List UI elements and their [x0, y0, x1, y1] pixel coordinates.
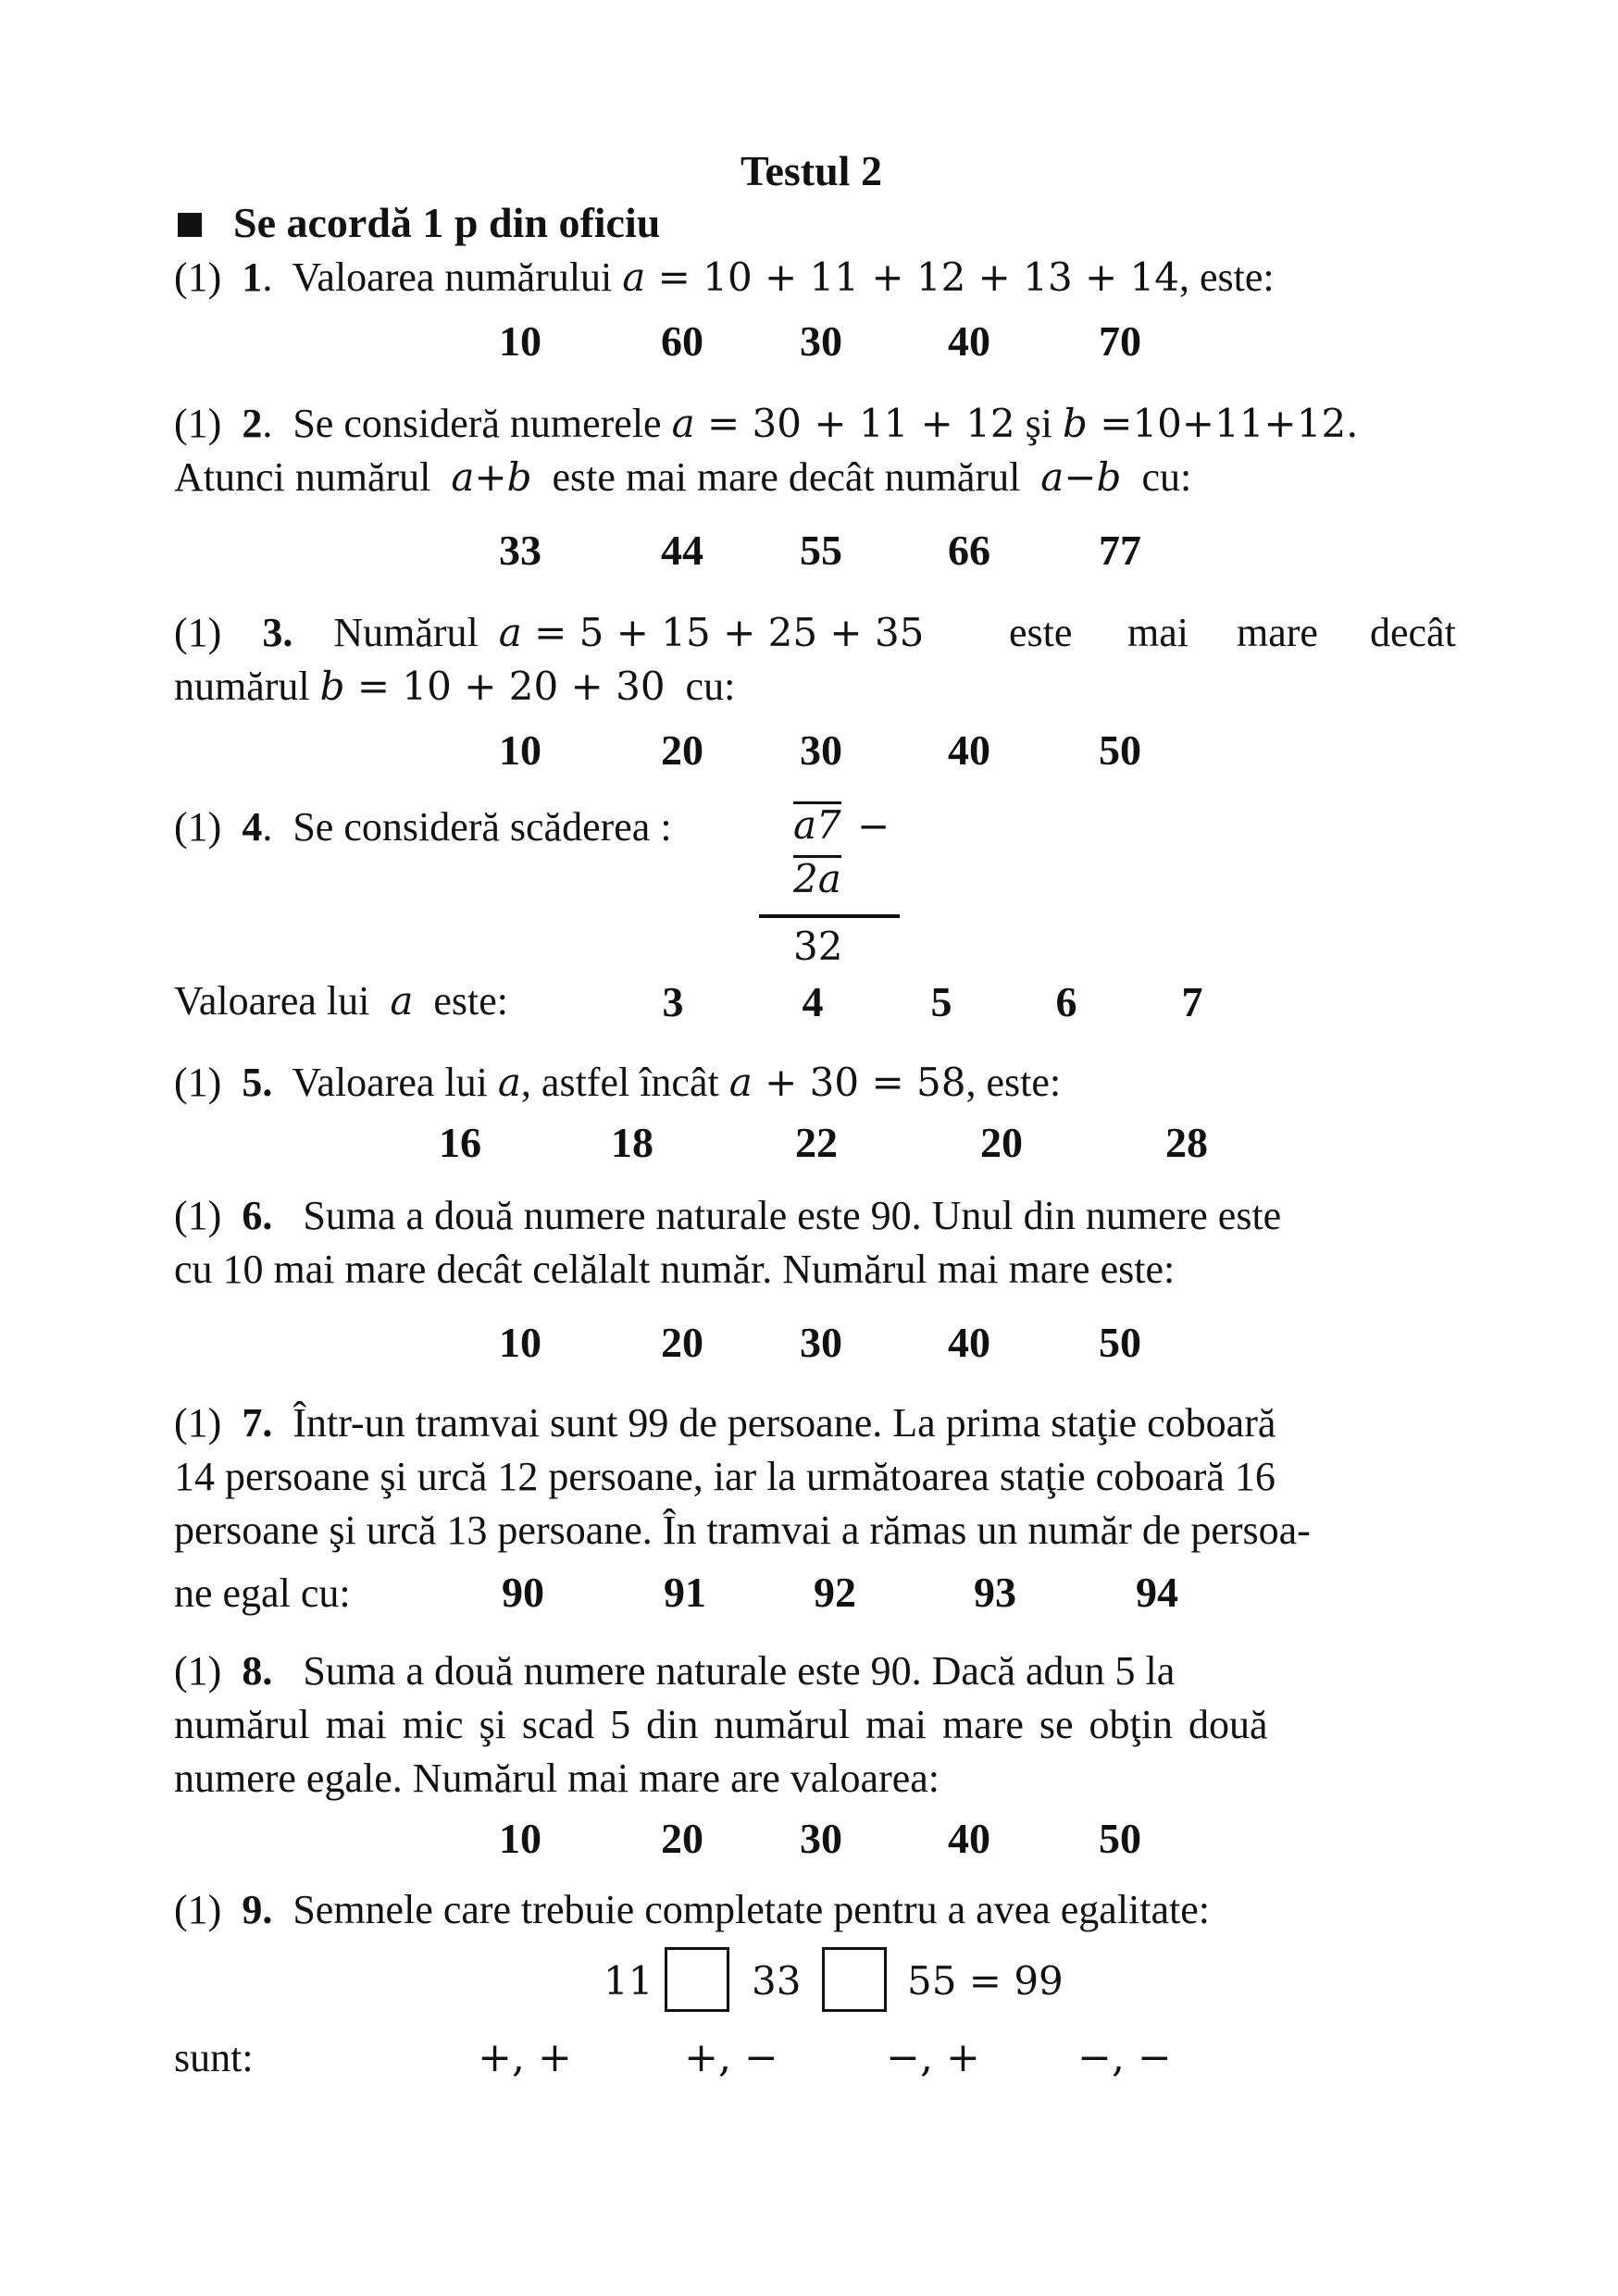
- option-a[interactable]: 10: [499, 317, 541, 365]
- equation-tail: 55 = 99: [907, 1958, 1064, 2004]
- math-expression: = 10 + 20 + 30: [344, 664, 666, 709]
- option-b[interactable]: 20: [661, 1319, 703, 1366]
- equation-number-2: 33: [752, 1958, 802, 2004]
- question-text: Numărul: [333, 610, 479, 655]
- question-3-stem-line2: [174, 666, 735, 707]
- subtraction-minus: −: [857, 803, 890, 849]
- option-b[interactable]: 20: [661, 1815, 703, 1862]
- question-points: (1): [174, 804, 222, 850]
- question-number: 7.: [242, 1400, 273, 1446]
- option-e[interactable]: 7: [1181, 978, 1203, 1025]
- option-b[interactable]: 60: [661, 317, 703, 365]
- option-b[interactable]: +, −: [684, 2034, 778, 2081]
- question-6-stem-line2: cu 10 mai mare decât celălalt număr. Numărul mai mare este:: [174, 1247, 1176, 1292]
- minuend-value: a7: [793, 802, 841, 848]
- option-a[interactable]: 10: [499, 1319, 541, 1366]
- option-a[interactable]: 10: [499, 726, 541, 774]
- question-number: 1: [242, 254, 263, 300]
- math-var: a: [1040, 454, 1064, 500]
- option-e[interactable]: 94: [1136, 1569, 1178, 1616]
- question-2-stem-line2: [174, 454, 1192, 500]
- option-b[interactable]: 44: [661, 527, 703, 574]
- question-text: Semnele care trebuie completate pentru a avea egalitate:: [292, 1887, 1210, 1932]
- option-a[interactable]: 90: [502, 1569, 544, 1616]
- question-3-word-3: mare: [1237, 610, 1318, 655]
- option-c[interactable]: 30: [800, 317, 842, 365]
- question-points: (1): [174, 1060, 222, 1105]
- question-7-stem-line3: persoane şi urcă 13 persoane. În tramvai a rămas un număr de persoa-: [174, 1508, 1311, 1553]
- math-var: a: [451, 454, 475, 500]
- option-c[interactable]: 30: [800, 1815, 842, 1862]
- math-var: a: [728, 1060, 753, 1105]
- question-points: (1): [174, 610, 222, 655]
- option-d[interactable]: 66: [948, 527, 990, 574]
- question-9-stem: [174, 1887, 1210, 1932]
- question-number: 5.: [242, 1060, 273, 1105]
- option-d[interactable]: 93: [974, 1569, 1016, 1616]
- question-3-word-1: este: [1009, 610, 1073, 655]
- question-tail: este:: [433, 978, 509, 1024]
- math-expression: =10+11+12.: [1087, 401, 1359, 446]
- equation-number-1: 11: [604, 1958, 653, 2004]
- math-operator: +: [474, 454, 507, 500]
- option-d[interactable]: 40: [948, 726, 990, 774]
- option-b[interactable]: 20: [661, 726, 703, 774]
- subtrahend-value: 2a: [793, 856, 841, 901]
- subtraction-line: [759, 914, 900, 918]
- question-text: Într-un tramvai sunt 99 de persoane. La prima staţie coboară: [292, 1400, 1276, 1446]
- question-number: 4: [242, 804, 263, 850]
- question-points: (1): [174, 1648, 222, 1694]
- subtraction-minuend: [793, 801, 841, 848]
- option-e[interactable]: 50: [1099, 1319, 1141, 1366]
- option-d[interactable]: −, −: [1077, 2034, 1172, 2081]
- option-e[interactable]: 77: [1099, 527, 1141, 574]
- question-4-stem: (1) 4. Se consideră scăderea :: [174, 804, 672, 850]
- question-3-word-2: mai: [1127, 610, 1189, 655]
- math-expression: = 30 + 11 + 12: [694, 401, 1015, 446]
- option-c[interactable]: 30: [800, 726, 842, 774]
- question-number: 6.: [242, 1193, 273, 1238]
- question-6-stem-line1: [174, 1193, 1282, 1238]
- question-text: este mai mare decât numărul: [552, 454, 1021, 500]
- question-1-stem: (1) 1. Valoarea numărului a = 10 + 11 + 12 + 13 + 14, este:: [174, 254, 1275, 300]
- question-text: Suma a două numere naturale este 90. Unul din numere este: [303, 1193, 1282, 1238]
- option-c[interactable]: −, +: [886, 2034, 980, 2081]
- option-d[interactable]: 40: [948, 1815, 990, 1862]
- math-var: a: [390, 978, 414, 1024]
- question-text: Valoarea numărului: [292, 254, 613, 300]
- question-text: Se consideră numerele: [292, 401, 662, 446]
- question-points: (1): [174, 1193, 222, 1238]
- option-a[interactable]: 33: [499, 527, 541, 574]
- question-number: 9.: [242, 1887, 273, 1932]
- question-8-stem-line1: [174, 1648, 1176, 1694]
- sign-blank-box-1[interactable]: [665, 1947, 729, 2012]
- question-9-label: sunt:: [174, 2035, 254, 2080]
- question-5-stem: [174, 1062, 1061, 1103]
- question-tail: cu:: [1141, 454, 1192, 500]
- option-a[interactable]: 10: [499, 1815, 541, 1862]
- option-c[interactable]: 55: [800, 527, 842, 574]
- math-expression: = 10 + 11 + 12 + 13 + 14: [645, 254, 1180, 300]
- option-e[interactable]: 50: [1099, 1815, 1141, 1862]
- option-c[interactable]: 92: [814, 1569, 856, 1616]
- option-b[interactable]: 18: [611, 1119, 653, 1166]
- question-points: (1): [174, 1887, 222, 1932]
- option-e[interactable]: 50: [1099, 726, 1141, 774]
- question-8-stem-line2: numărul mai mic şi scad 5 din numărul mai mare se obţin două: [174, 1702, 1268, 1747]
- question-3-stem-line1: [174, 610, 925, 655]
- math-expression: + 30 = 58: [752, 1060, 966, 1105]
- question-points: (1): [174, 254, 222, 300]
- option-d[interactable]: 6: [1055, 978, 1077, 1025]
- page-title: Testul 2: [741, 147, 882, 194]
- option-c[interactable]: 5: [930, 978, 952, 1025]
- option-d[interactable]: 40: [948, 317, 990, 365]
- math-var: b: [319, 664, 345, 709]
- math-var: b: [506, 454, 532, 500]
- question-8-stem-line3: numere egale. Numărul mai mare are valoarea:: [174, 1756, 940, 1801]
- option-b[interactable]: 91: [664, 1569, 706, 1616]
- question-7-stem-line1: [174, 1400, 1276, 1446]
- question-text: numărul: [174, 664, 310, 709]
- bullet-square-icon: [178, 213, 202, 237]
- question-text: Suma a două numere naturale este 90. Dacă adun 5 la: [303, 1648, 1176, 1694]
- question-text: Se consideră scăderea :: [292, 804, 672, 850]
- question-text: Valoarea lui: [174, 978, 370, 1024]
- option-d[interactable]: 20: [980, 1119, 1023, 1166]
- question-4-prompt: [174, 978, 509, 1024]
- question-2-stem-line1: (1) 2. Se consideră numerele a = 30 + 11 + 12 şi b =10+11+12.: [174, 401, 1359, 446]
- subtraction-result: 32: [793, 924, 843, 969]
- question-points: (1): [174, 1400, 222, 1446]
- math-var: a: [671, 401, 695, 446]
- question-3-word-4: decât: [1370, 610, 1456, 655]
- question-text: , astfel încât: [520, 1060, 719, 1105]
- option-e[interactable]: 28: [1165, 1119, 1208, 1166]
- question-tail: , este:: [965, 1060, 1062, 1105]
- question-points: (1): [174, 401, 222, 446]
- math-var: a: [498, 610, 522, 655]
- question-number: 3.: [262, 610, 293, 655]
- math-var: a: [622, 254, 646, 300]
- option-e[interactable]: 70: [1099, 317, 1141, 365]
- question-number: 8.: [242, 1648, 273, 1694]
- conjunction: şi: [1014, 401, 1064, 446]
- question-7-stem-line4: ne egal cu:: [174, 1570, 351, 1616]
- subtraction-subtrahend: [793, 855, 841, 899]
- math-var: b: [1063, 401, 1088, 446]
- sign-blank-box-2[interactable]: [822, 1947, 887, 2012]
- question-number: 2: [242, 401, 263, 446]
- question-text: Atunci numărul: [174, 454, 431, 500]
- option-a[interactable]: +, +: [478, 2034, 572, 2081]
- option-d[interactable]: 40: [948, 1319, 990, 1366]
- question-text: Valoarea lui: [292, 1060, 488, 1105]
- question-tail: , este:: [1179, 254, 1275, 300]
- math-var: a: [497, 1060, 521, 1105]
- question-tail: cu:: [685, 664, 736, 709]
- option-c[interactable]: 22: [795, 1119, 838, 1166]
- math-var: b: [1096, 454, 1122, 500]
- math-expression: = 5 + 15 + 25 + 35: [521, 610, 925, 655]
- math-operator: −: [1064, 454, 1097, 500]
- question-7-stem-line2: 14 persoane şi urcă 12 persoane, iar la următoarea staţie coboară 16: [174, 1454, 1276, 1499]
- option-a[interactable]: 3: [662, 978, 684, 1025]
- option-c[interactable]: 30: [800, 1319, 842, 1366]
- option-a[interactable]: 16: [439, 1119, 481, 1166]
- option-b[interactable]: 4: [802, 978, 824, 1025]
- header-note: Se acordă 1 p din oficiu: [233, 199, 661, 246]
